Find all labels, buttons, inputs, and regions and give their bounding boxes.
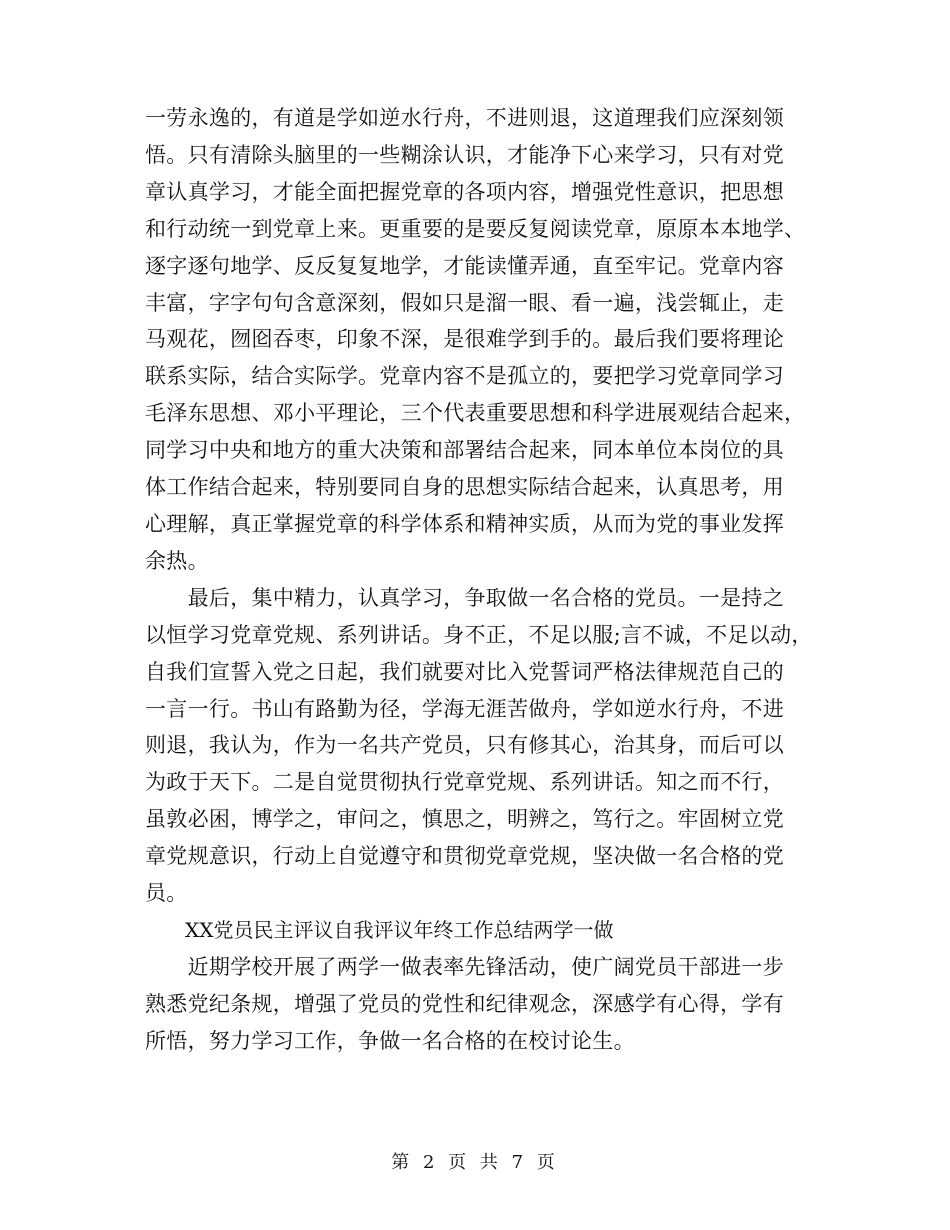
text-line: 为政于天下。二是自觉贯彻执行党章党规、系列讲话。知之而不行， — [145, 770, 784, 795]
text-line: 丰富，字字句句含意深刻，假如只是溜一眼、看一遍，浅尝辄止，走 — [145, 290, 784, 315]
text-line: 联系实际，结合实际学。党章内容不是孤立的，要把学习党章同学习 — [145, 364, 784, 389]
text-line: 所悟，努力学习工作，争做一名合格的在校讨论生。 — [145, 1028, 635, 1053]
text-line: 员。 — [145, 881, 188, 906]
text-line: 以恒学习党章党规、系列讲话。身不正，不足以服;言不诚，不足以动， — [145, 622, 813, 647]
text-line: 虽敦必困，博学之，审问之，慎思之，明辨之，笃行之。牢固树立党 — [145, 807, 784, 832]
text-line: 逐字逐句地学、反反复复地学，才能读懂弄通，直至牢记。党章内容 — [145, 253, 784, 278]
text-line: 一言一行。书山有路勤为径，学海无涯苦做舟，学如逆水行舟，不进 — [145, 696, 784, 721]
text-line: 体工作结合起来，特别要同自身的思想实际结合起来，认真思考，用 — [145, 475, 784, 500]
text-line: 近期学校开展了两学一做表率先锋活动，使广阔党员干部进一步 — [145, 954, 784, 979]
section-heading: XX党员民主评议自我评议年终工作总结两学一做 — [145, 917, 614, 942]
text-line: 熟悉党纪条规，增强了党员的党性和纪律观念，深感学有心得，学有 — [145, 991, 784, 1016]
text-line: 章认真学习，才能全面把握党章的各项内容，增强党性意识，把思想 — [145, 179, 784, 204]
text-line: 和行动统一到党章上来。更重要的是要反复阅读党章，原原本本地学、 — [145, 216, 806, 241]
text-line: 马观花，囫囵吞枣，印象不深，是很难学到手的。最后我们要将理论 — [145, 327, 784, 352]
document-body — [145, 100, 835, 1060]
text-line: 余热。 — [145, 548, 209, 573]
page-number-footer: 第 2 页 共 7 页 — [391, 1152, 559, 1173]
text-line: 一劳永逸的，有道是学如逆水行舟，不进则退，这道理我们应深刻领 — [145, 106, 784, 130]
text-line: 最后，集中精力，认真学习，争取做一名合格的党员。一是持之 — [145, 585, 784, 610]
text-line: 则退，我认为，作为一名共产党员，只有修其心，治其身，而后可以 — [145, 733, 784, 758]
text-line: 悟。只有清除头脑里的一些糊涂认识，才能净下心来学习，只有对党 — [145, 142, 784, 167]
text-line: 同学习中央和地方的重大决策和部署结合起来，同本单位本岗位的具 — [145, 438, 784, 463]
text-line: 心理解，真正掌握党章的科学体系和精神实质，从而为党的事业发挥 — [145, 511, 784, 536]
text-line: 章党规意识，行动上自觉遵守和贯彻党章党规，坚决做一名合格的党 — [145, 844, 784, 869]
text-line: 自我们宣誓入党之日起，我们就要对比入党誓词严格法律规范自己的 — [145, 659, 784, 684]
text-line: 毛泽东思想、邓小平理论，三个代表重要思想和科学进展观结合起来， — [145, 401, 806, 426]
